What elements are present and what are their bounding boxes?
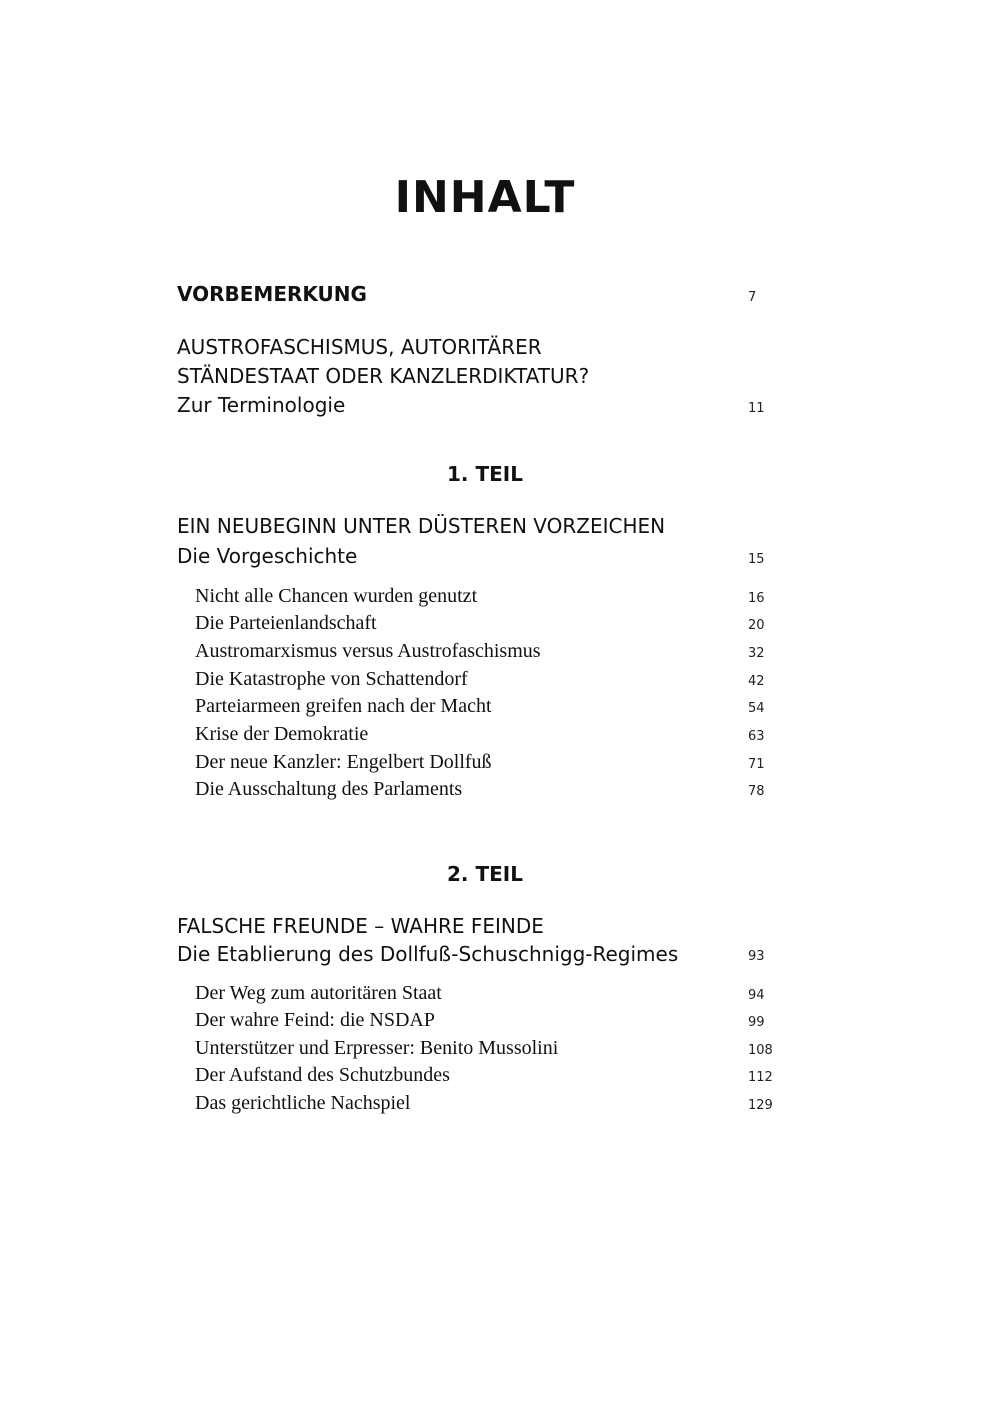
- entry-title-line: AUSTROFASCHISMUS, AUTORITÄRER: [177, 335, 542, 359]
- section-row: [0, 585, 1000, 615]
- section-page: 16: [748, 591, 765, 606]
- section-page: 63: [748, 729, 765, 744]
- chapter-title: FALSCHE FREUNDE – WAHRE FEINDE: [177, 914, 544, 938]
- chapter-subtitle: Die Vorgeschichte: [177, 544, 358, 568]
- section-row: [0, 751, 1000, 781]
- section-title: Parteiarmeen greifen nach der Macht: [195, 695, 492, 717]
- section-title: Die Katastrophe von Schattendorf: [195, 668, 468, 690]
- section-title: Nicht alle Chancen wurden genutzt: [195, 585, 478, 607]
- section-title: Austromarxismus versus Austrofaschismus: [195, 640, 541, 662]
- section-title: Die Parteienlandschaft: [195, 612, 377, 634]
- toc-entry-terminologie-line1: [0, 335, 1000, 365]
- entry-page: 7: [748, 290, 757, 305]
- section-row: [0, 1009, 1000, 1039]
- section-page: 129: [748, 1098, 773, 1113]
- section-row: [0, 1092, 1000, 1122]
- section-page: 112: [748, 1070, 773, 1085]
- toc-entry-terminologie-line2: [0, 364, 1000, 394]
- section-page: 42: [748, 674, 765, 689]
- section-row: [0, 668, 1000, 698]
- section-page: 54: [748, 701, 765, 716]
- entry-title: VORBEMERKUNG: [177, 282, 367, 306]
- chapter-page: 15: [748, 552, 765, 567]
- section-title: Der wahre Feind: die NSDAP: [195, 1009, 435, 1031]
- section-row: [0, 1037, 1000, 1067]
- section-title: Der Weg zum autoritären Staat: [195, 982, 442, 1004]
- section-title: Unterstützer und Erpresser: Benito Mussolini: [195, 1037, 559, 1059]
- section-row: [0, 982, 1000, 1012]
- section-row: [0, 723, 1000, 753]
- chapter-subtitle: Die Etablierung des Dollfuß-Schuschnigg-Regimes: [177, 942, 679, 966]
- section-row: [0, 612, 1000, 642]
- toc-entry-vorbemerkung: [0, 282, 1000, 312]
- section-title: Die Ausschaltung des Parlaments: [195, 778, 463, 800]
- section-title: Krise der Demokratie: [195, 723, 369, 745]
- section-row: [0, 640, 1000, 670]
- toc-title: INHALT: [394, 172, 576, 223]
- section-page: 20: [748, 618, 765, 633]
- section-page: 99: [748, 1015, 765, 1030]
- section-title: Das gerichtliche Nachspiel: [195, 1092, 411, 1114]
- section-page: 71: [748, 757, 765, 772]
- section-row: [0, 778, 1000, 808]
- chapter-subtitle-row: [0, 942, 1000, 972]
- section-page: 108: [748, 1043, 773, 1058]
- part-heading: 2. TEIL: [447, 862, 523, 886]
- section-row: [0, 1064, 1000, 1094]
- section-page: 78: [748, 784, 765, 799]
- section-title: Der neue Kanzler: Engelbert Dollfuß: [195, 751, 492, 773]
- chapter-title: EIN NEUBEGINN UNTER DÜSTEREN VORZEICHEN: [177, 514, 666, 538]
- section-page: 94: [748, 988, 765, 1003]
- section-title: Der Aufstand des Schutzbundes: [195, 1064, 450, 1086]
- chapter-title-row: [0, 914, 1000, 944]
- entry-subtitle: Zur Terminologie: [177, 393, 346, 417]
- section-page: 32: [748, 646, 765, 661]
- section-row: [0, 695, 1000, 725]
- entry-page: 11: [748, 401, 765, 416]
- entry-title-line: STÄNDESTAAT ODER KANZLERDIKTATUR?: [177, 364, 590, 388]
- chapter-page: 93: [748, 949, 765, 964]
- toc-entry-terminologie-subtitle: [0, 393, 1000, 423]
- chapter-subtitle-row: [0, 544, 1000, 574]
- part-heading: 1. TEIL: [447, 462, 523, 486]
- chapter-title-row: [0, 514, 1000, 544]
